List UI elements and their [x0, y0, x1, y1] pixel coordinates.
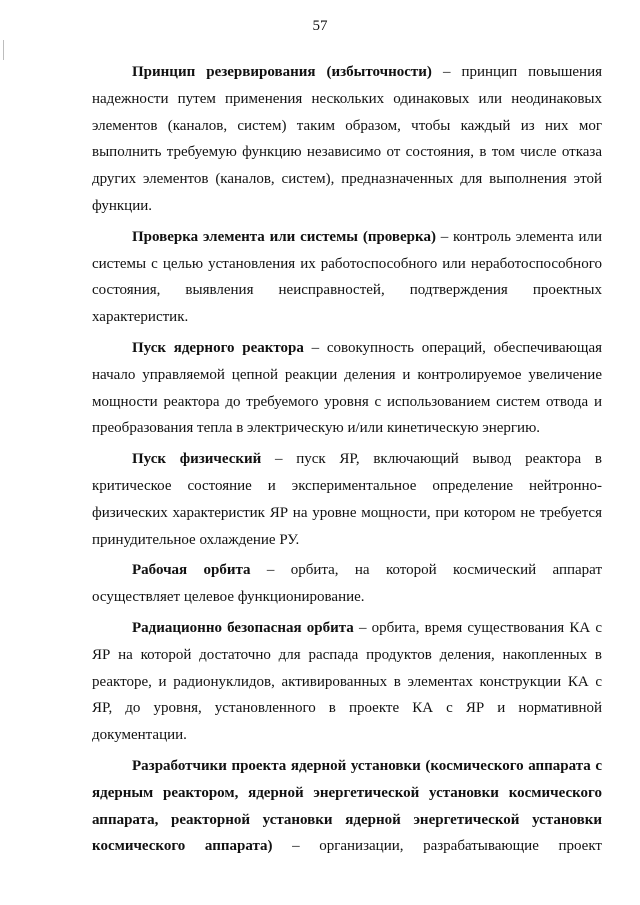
defined-term: Пуск физический	[132, 451, 262, 468]
defined-term: Принцип резервирования (избыточности)	[132, 64, 432, 80]
definition-paragraph	[92, 557, 602, 611]
definition-paragraph	[92, 615, 602, 749]
defined-term: Пуск ядерного реактора	[132, 339, 304, 356]
document-body	[92, 59, 602, 864]
definition-text: – орбита, время существования КА с ЯР на которой достаточно для распада продуктов деления, накопленных в реакторе, и радионуклидов, активированных в элементах конструкции КА с ЯР, до уровня, установленного в проекте КА с ЯР и нормативной документации.	[92, 619, 602, 744]
definition-paragraph	[92, 446, 602, 553]
definition-paragraph	[92, 753, 602, 860]
definition-text: – контроль элемента или системы с целью установления их работоспособного или неработоспособного состояния, выявления неисправностей, подтверждения проектных характеристик.	[92, 228, 602, 326]
definition-paragraph	[92, 59, 602, 220]
defined-term: Радиационно безопасная орбита	[132, 619, 354, 636]
definition-text: – принцип повышения надежности путем применения нескольких одинаковых или неодинаковых элементов (каналов, систем) таким образом, чтобы каждый из них мог выполнить требуемую функцию независимо от состояния, в том числе отказа других элементов (каналов, систем), предназначенных для выполнения этой функции.	[92, 64, 603, 214]
page-number: 57	[312, 18, 328, 34]
definition-text: – совокупность операций, обеспечивающая начало управляемой цепной реакции деления и контролируемое увеличение мощности реактора до требуемого уровня с использованием систем отвода и преобразования тепла в электрическую и/или кинетическую энергию.	[92, 339, 602, 437]
definition-text: – орбита, на которой космический аппарат осуществляет целевое функционирование.	[92, 562, 603, 606]
definition-text: – организации, разрабатывающие проект	[272, 838, 602, 855]
defined-term: Рабочая орбита	[132, 562, 251, 579]
definition-text: – пуск ЯР, включающий вывод реактора в критическое состояние и экспериментальное определение нейтронно-физических характеристик ЯР на уровне мощности, при котором не требуется принудительное охлаждение РУ.	[92, 451, 602, 548]
definition-paragraph	[92, 224, 602, 331]
scan-edge-mark	[3, 40, 4, 60]
definition-paragraph	[92, 335, 602, 442]
defined-term: Проверка элемента или системы (проверка)	[132, 228, 436, 245]
defined-term: Разработчики проекта ядерной установки (космического аппарата с ядерным реактором, ядерной энергетической установки космического аппарата, реакторной установки ядерной энергетической установки космического аппарата)	[92, 757, 602, 855]
